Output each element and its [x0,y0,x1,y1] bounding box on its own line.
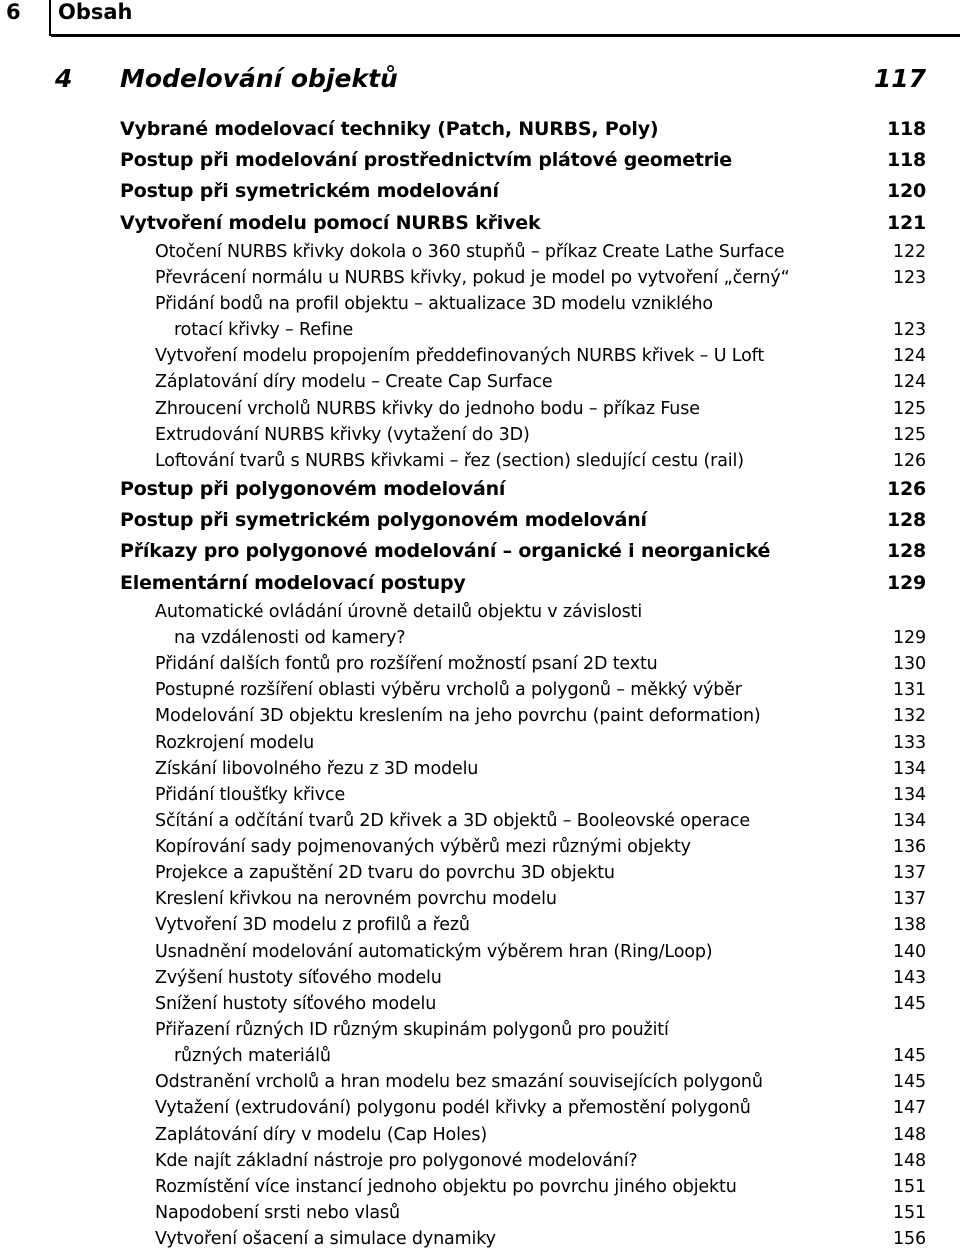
toc-subsection-entry [0,1150,960,1176]
toc-entry-title: Modelování 3D objektu kreslením na jeho povrchu (paint deformation) [155,706,761,727]
toc-entry-title: Vytvoření ošacení a simulace dynamiky [155,1229,496,1250]
header-horizontal-rule [51,34,960,37]
chapter-heading [0,64,960,100]
toc-entry-title-continued: na vzdálenosti od kamery? [174,627,406,648]
toc-entry-page: 121 [886,211,926,234]
toc-entry-title: Postup při symetrickém polygonovém modelování [120,509,647,532]
toc-subsection-entry [0,862,960,888]
toc-entry-title: Vytvoření modelu propojením předdefinovaných NURBS křivek – U Loft [155,346,765,367]
toc-entry-title: Přidání bodů na profil objektu – aktualizace 3D modelu vzniklého [155,294,713,315]
toc-entry-page: 147 [893,1098,926,1119]
toc-entry-title: Vytvoření modelu pomocí NURBS křivek [120,211,541,234]
toc-subsection-entry [0,1176,960,1202]
toc-entry-page: 151 [893,1203,926,1224]
toc-entry-title: Otočení NURBS křivky dokola o 360 stupňů – příkaz Create Lathe Surface [155,241,785,262]
toc-subsection-entry [0,601,960,653]
toc-entry-page: 134 [893,758,926,779]
toc-entry-title: Odstranění vrcholů a hran modelu bez smazání souvisejících polygonů [155,1072,763,1093]
toc-subsection-entry [0,1097,960,1123]
toc-entry-title: Přidání dalších fontů pro rozšíření možností psaní 2D textu [155,654,658,675]
toc-entry-title: Extrudování NURBS křivky (vytažení do 3D) [155,424,530,445]
toc-entry-title: Napodobení srsti nebo vlasů [155,1203,400,1224]
toc-entry-title: Postupné rozšíření oblasti výběru vrcholů a polygonů – měkký výběr [155,680,742,701]
toc-entry-page: 122 [893,241,926,262]
toc-subsection-entry [0,784,960,810]
toc-subsection-entry [0,1202,960,1228]
toc-entry-page: 126 [893,450,926,471]
toc-subsection-entry [0,732,960,758]
toc-subsection-entry [0,836,960,862]
toc-entry-page: 128 [886,540,926,563]
toc-entry-title: Postup při modelování prostřednictvím plátové geometrie [120,149,732,172]
toc-entry-page: 137 [893,863,926,884]
toc-entry-page: 128 [886,509,926,532]
toc-entry-title: Snížení hustoty síťového modelu [155,993,437,1014]
toc-entry-title: Usnadnění modelování automatickým výběrem hran (Ring/Loop) [155,941,713,962]
toc-subsection-entry [0,993,960,1019]
toc-entry-title: Sčítání a odčítání tvarů 2D křivek a 3D objektů – Booleovské operace [155,810,750,831]
toc-entry-page: 129 [886,571,926,594]
toc-entry-page: 123 [893,267,926,288]
toc-section-entry [0,570,960,601]
toc-subsection-entry [0,967,960,993]
toc-entry-title: Loftování tvarů s NURBS křivkami – řez (section) sledující cestu (rail) [155,450,744,471]
toc-entry-title: Získání libovolného řezu z 3D modelu [155,758,479,779]
toc-entry-title: Projekce a zapuštění 2D tvaru do povrchu 3D objektu [155,863,615,884]
toc-entry-title: Vytvoření 3D modelu z profilů a řezů [155,915,470,936]
toc-entry-page: 136 [893,837,926,858]
toc-entry-page: 125 [893,424,926,445]
toc-entry-page: 148 [893,1150,926,1171]
toc-subsection-entry [0,758,960,784]
toc-subsection-entry [0,941,960,967]
toc-entry-page: 130 [893,654,926,675]
toc-entry-page: 125 [893,398,926,419]
toc-entry-title: Postup při symetrickém modelování [120,180,499,203]
toc-entry-page: 143 [893,967,926,988]
toc-entry-page: 156 [893,1229,926,1250]
toc-subsection-entry [0,241,960,267]
toc-entry-title: Zvýšení hustoty síťového modelu [155,967,442,988]
toc-entry-page: 133 [893,732,926,753]
toc-subsection-entry [0,371,960,397]
toc-section-entry [0,147,960,178]
toc-entry-title: Rozkrojení modelu [155,732,315,753]
toc-section-entry [0,178,960,209]
table-of-contents [0,116,960,1254]
toc-subsection-entry [0,653,960,679]
toc-entry-title: Postup při polygonovém modelování [120,478,506,501]
toc-entry-page: 118 [886,149,926,172]
toc-entry-page: 145 [893,1046,926,1067]
toc-subsection-entry [0,267,960,293]
toc-entry-page: 126 [886,478,926,501]
toc-entry-page: 131 [893,680,926,701]
toc-entry-title: Kopírování sady pojmenovaných výběrů mezi různými objekty [155,837,691,858]
toc-entry-page: 148 [893,1124,926,1145]
toc-subsection-entry [0,1071,960,1097]
toc-entry-title: Automatické ovládání úrovně detailů objektu v závislosti [155,601,643,622]
toc-subsection-entry [0,450,960,476]
page-header [0,0,960,36]
toc-entry-title: Záplatování díry modelu – Create Cap Surface [155,372,553,393]
toc-entry-title: Převrácení normálu u NURBS křivky, pokud je model po vytvoření „černý“ [155,267,790,288]
chapter-number: 4 [55,64,73,93]
header-vertical-rule [49,0,51,36]
toc-subsection-entry [0,1228,960,1254]
toc-subsection-entry [0,293,960,345]
toc-entry-page: 124 [893,346,926,367]
toc-section-entry [0,210,960,241]
toc-subsection-entry [0,914,960,940]
toc-section-entry [0,538,960,569]
toc-entry-title: Vybrané modelovací techniky (Patch, NURBS, Poly) [120,118,659,140]
chapter-page: 117 [873,64,926,93]
toc-entry-title: Zaplátování díry v modelu (Cap Holes) [155,1124,488,1145]
toc-section-entry [0,507,960,538]
toc-entry-page: 145 [893,1072,926,1093]
toc-entry-title: Vytažení (extrudování) polygonu podél křivky a přemostění polygonů [155,1098,751,1119]
toc-entry-page: 145 [893,993,926,1014]
toc-section-entry [0,476,960,507]
toc-entry-page: 151 [893,1176,926,1197]
toc-subsection-entry [0,1019,960,1071]
toc-subsection-entry [0,1124,960,1150]
toc-subsection-entry [0,345,960,371]
toc-entry-title-continued: rotací křivky – Refine [174,320,354,341]
toc-subsection-entry [0,424,960,450]
page-number: 6 [6,0,21,24]
toc-entry-title: Kreslení křivkou na nerovném povrchu modelu [155,889,557,910]
toc-entry-page: 120 [886,180,926,203]
toc-section-entry [0,116,960,147]
toc-entry-title: Přidání tloušťky křivce [155,784,346,805]
toc-entry-page: 124 [893,372,926,393]
toc-subsection-entry [0,398,960,424]
running-title: Obsah [58,0,133,24]
toc-entry-page: 134 [893,784,926,805]
toc-entry-page: 129 [893,627,926,648]
toc-entry-title: Rozmístění více instancí jednoho objektu po povrchu jiného objektu [155,1176,737,1197]
toc-entry-page: 138 [893,915,926,936]
toc-entry-page: 118 [886,118,926,140]
chapter-title: Modelování objektů [120,64,398,93]
toc-entry-title: Přiřazení různých ID různým skupinám polygonů pro použití [155,1020,669,1041]
toc-entry-page: 134 [893,810,926,831]
toc-entry-title-continued: různých materiálů [174,1046,331,1067]
toc-entry-title: Příkazy pro polygonové modelování – organické i neorganické [120,540,771,563]
toc-subsection-entry [0,679,960,705]
toc-entry-title: Elementární modelovací postupy [120,571,466,594]
toc-subsection-entry [0,888,960,914]
toc-subsection-entry [0,810,960,836]
toc-entry-title: Zhroucení vrcholů NURBS křivky do jednoho bodu – příkaz Fuse [155,398,700,419]
toc-subsection-entry [0,705,960,731]
toc-entry-page: 140 [893,941,926,962]
toc-entry-page: 132 [893,706,926,727]
toc-entry-title: Kde najít základní nástroje pro polygonové modelování? [155,1150,638,1171]
toc-entry-page: 137 [893,889,926,910]
toc-entry-page: 123 [893,320,926,341]
